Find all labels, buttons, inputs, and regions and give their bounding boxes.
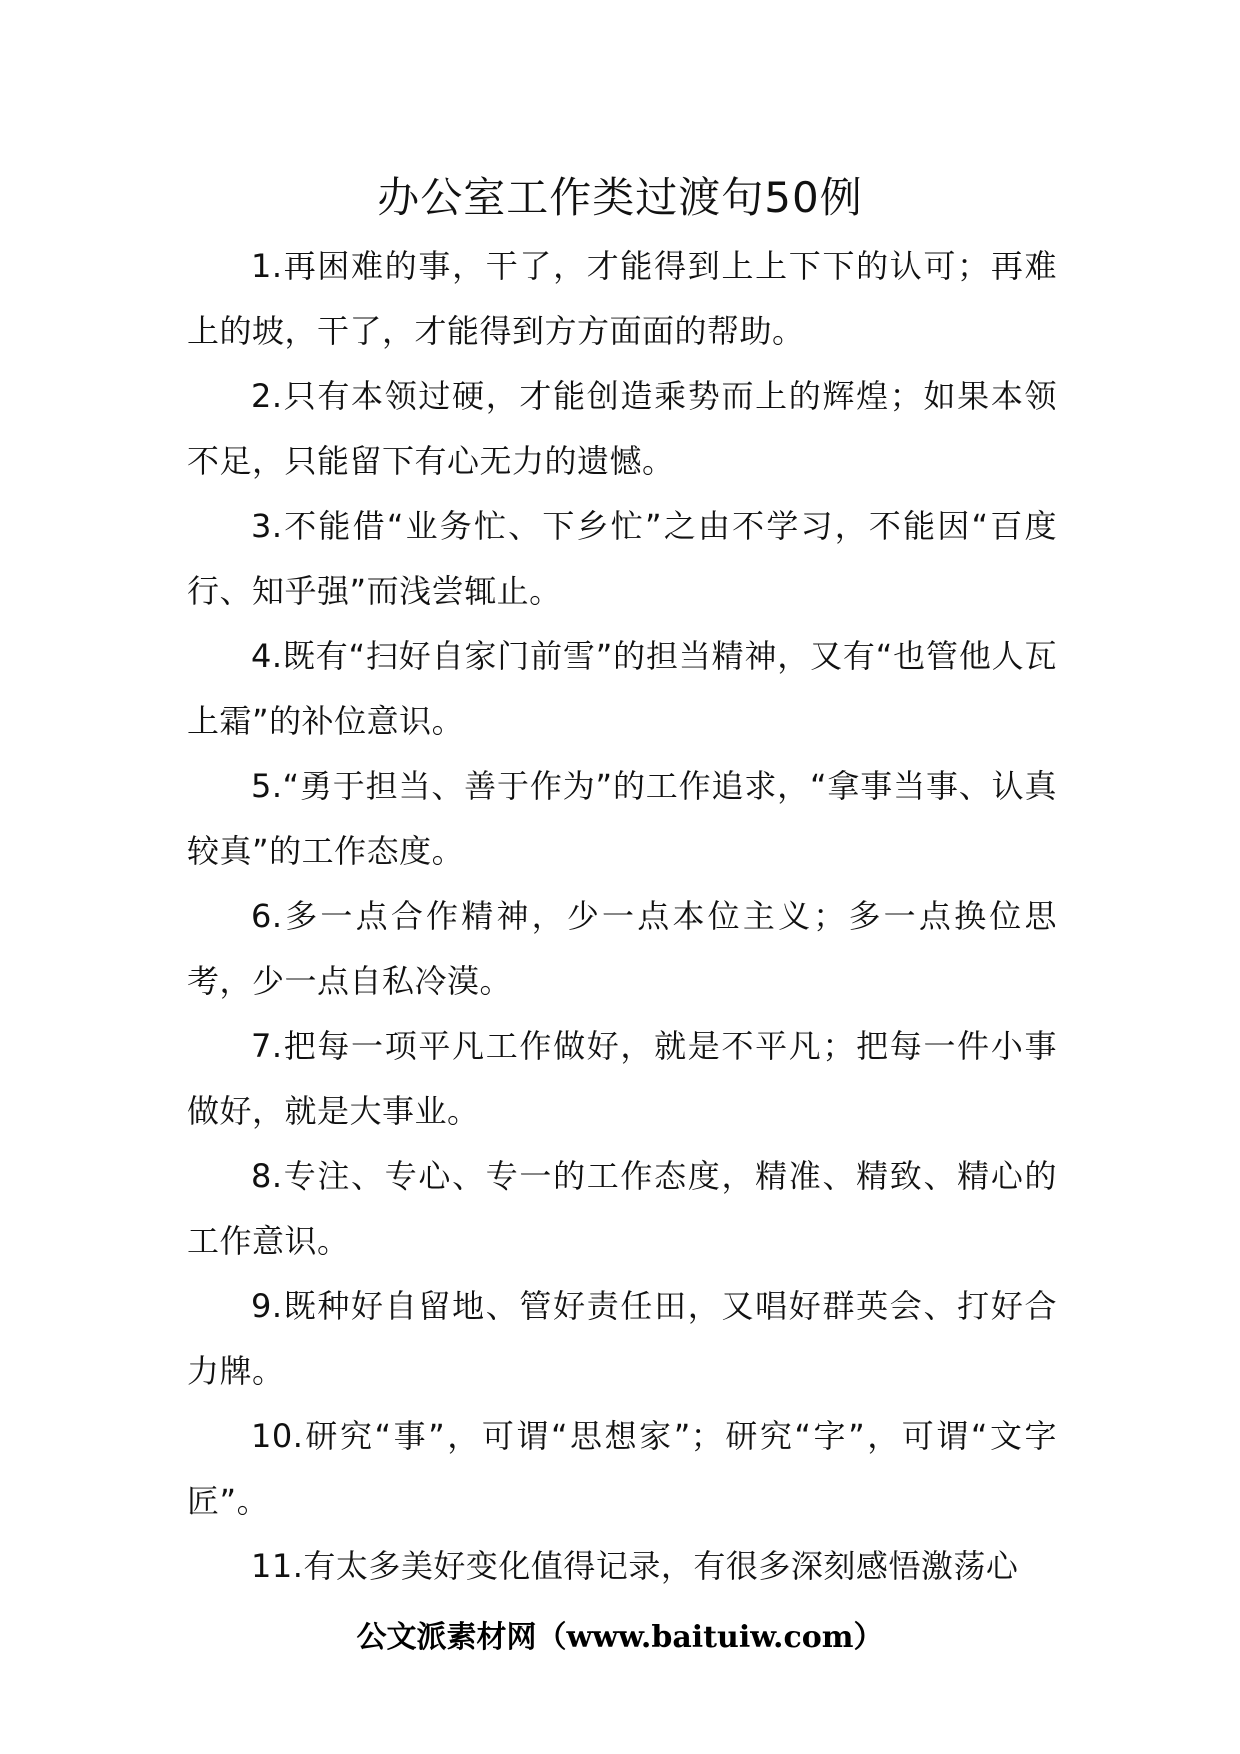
paragraph-4: 4.既有“扫好自家门前雪”的担当精神，又有“也管他人瓦上霜”的补位意识。 <box>187 637 1057 740</box>
paragraph-8: 8.专注、专心、专一的工作态度，精准、精致、精心的工作意识。 <box>187 1157 1057 1260</box>
document-body <box>187 234 1057 1586</box>
paragraph-2: 2.只有本领过硬，才能创造乘势而上的辉煌；如果本领不足，只能留下有心无力的遗憾。 <box>187 377 1057 480</box>
paragraph-10: 10.研究“事”，可谓“思想家”；研究“字”，可谓“文字匠”。 <box>187 1417 1057 1520</box>
paragraph-3: 3.不能借“业务忙、下乡忙”之由不学习，不能因“百度行、知乎强”而浅尝辄止。 <box>187 507 1057 610</box>
document-title: 办公室工作类过渡句50例 <box>377 173 863 222</box>
paragraph-7: 7.把每一项平凡工作做好，就是不平凡；把每一件小事做好，就是大事业。 <box>187 1027 1057 1130</box>
paragraph-5: 5.“勇于担当、善于作为”的工作追求，“拿事当事、认真较真”的工作态度。 <box>187 767 1057 870</box>
paragraph-11: 11.有太多美好变化值得记录，有很多深刻感悟激荡心 <box>251 1547 1019 1585</box>
paragraph-6: 6.多一点合作精神，少一点本位主义；多一点换位思考，少一点自私冷漠。 <box>187 897 1057 1000</box>
paragraph-9: 9.既种好自留地、管好责任田，又唱好群英会、打好合力牌。 <box>187 1287 1057 1390</box>
paragraph-1: 1.再困难的事，干了，才能得到上上下下的认可；再难上的坡，干了，才能得到方方面面的帮助。 <box>187 247 1057 350</box>
page-footer-source: 公文派素材网（www.baituiw.com） <box>356 1620 884 1655</box>
